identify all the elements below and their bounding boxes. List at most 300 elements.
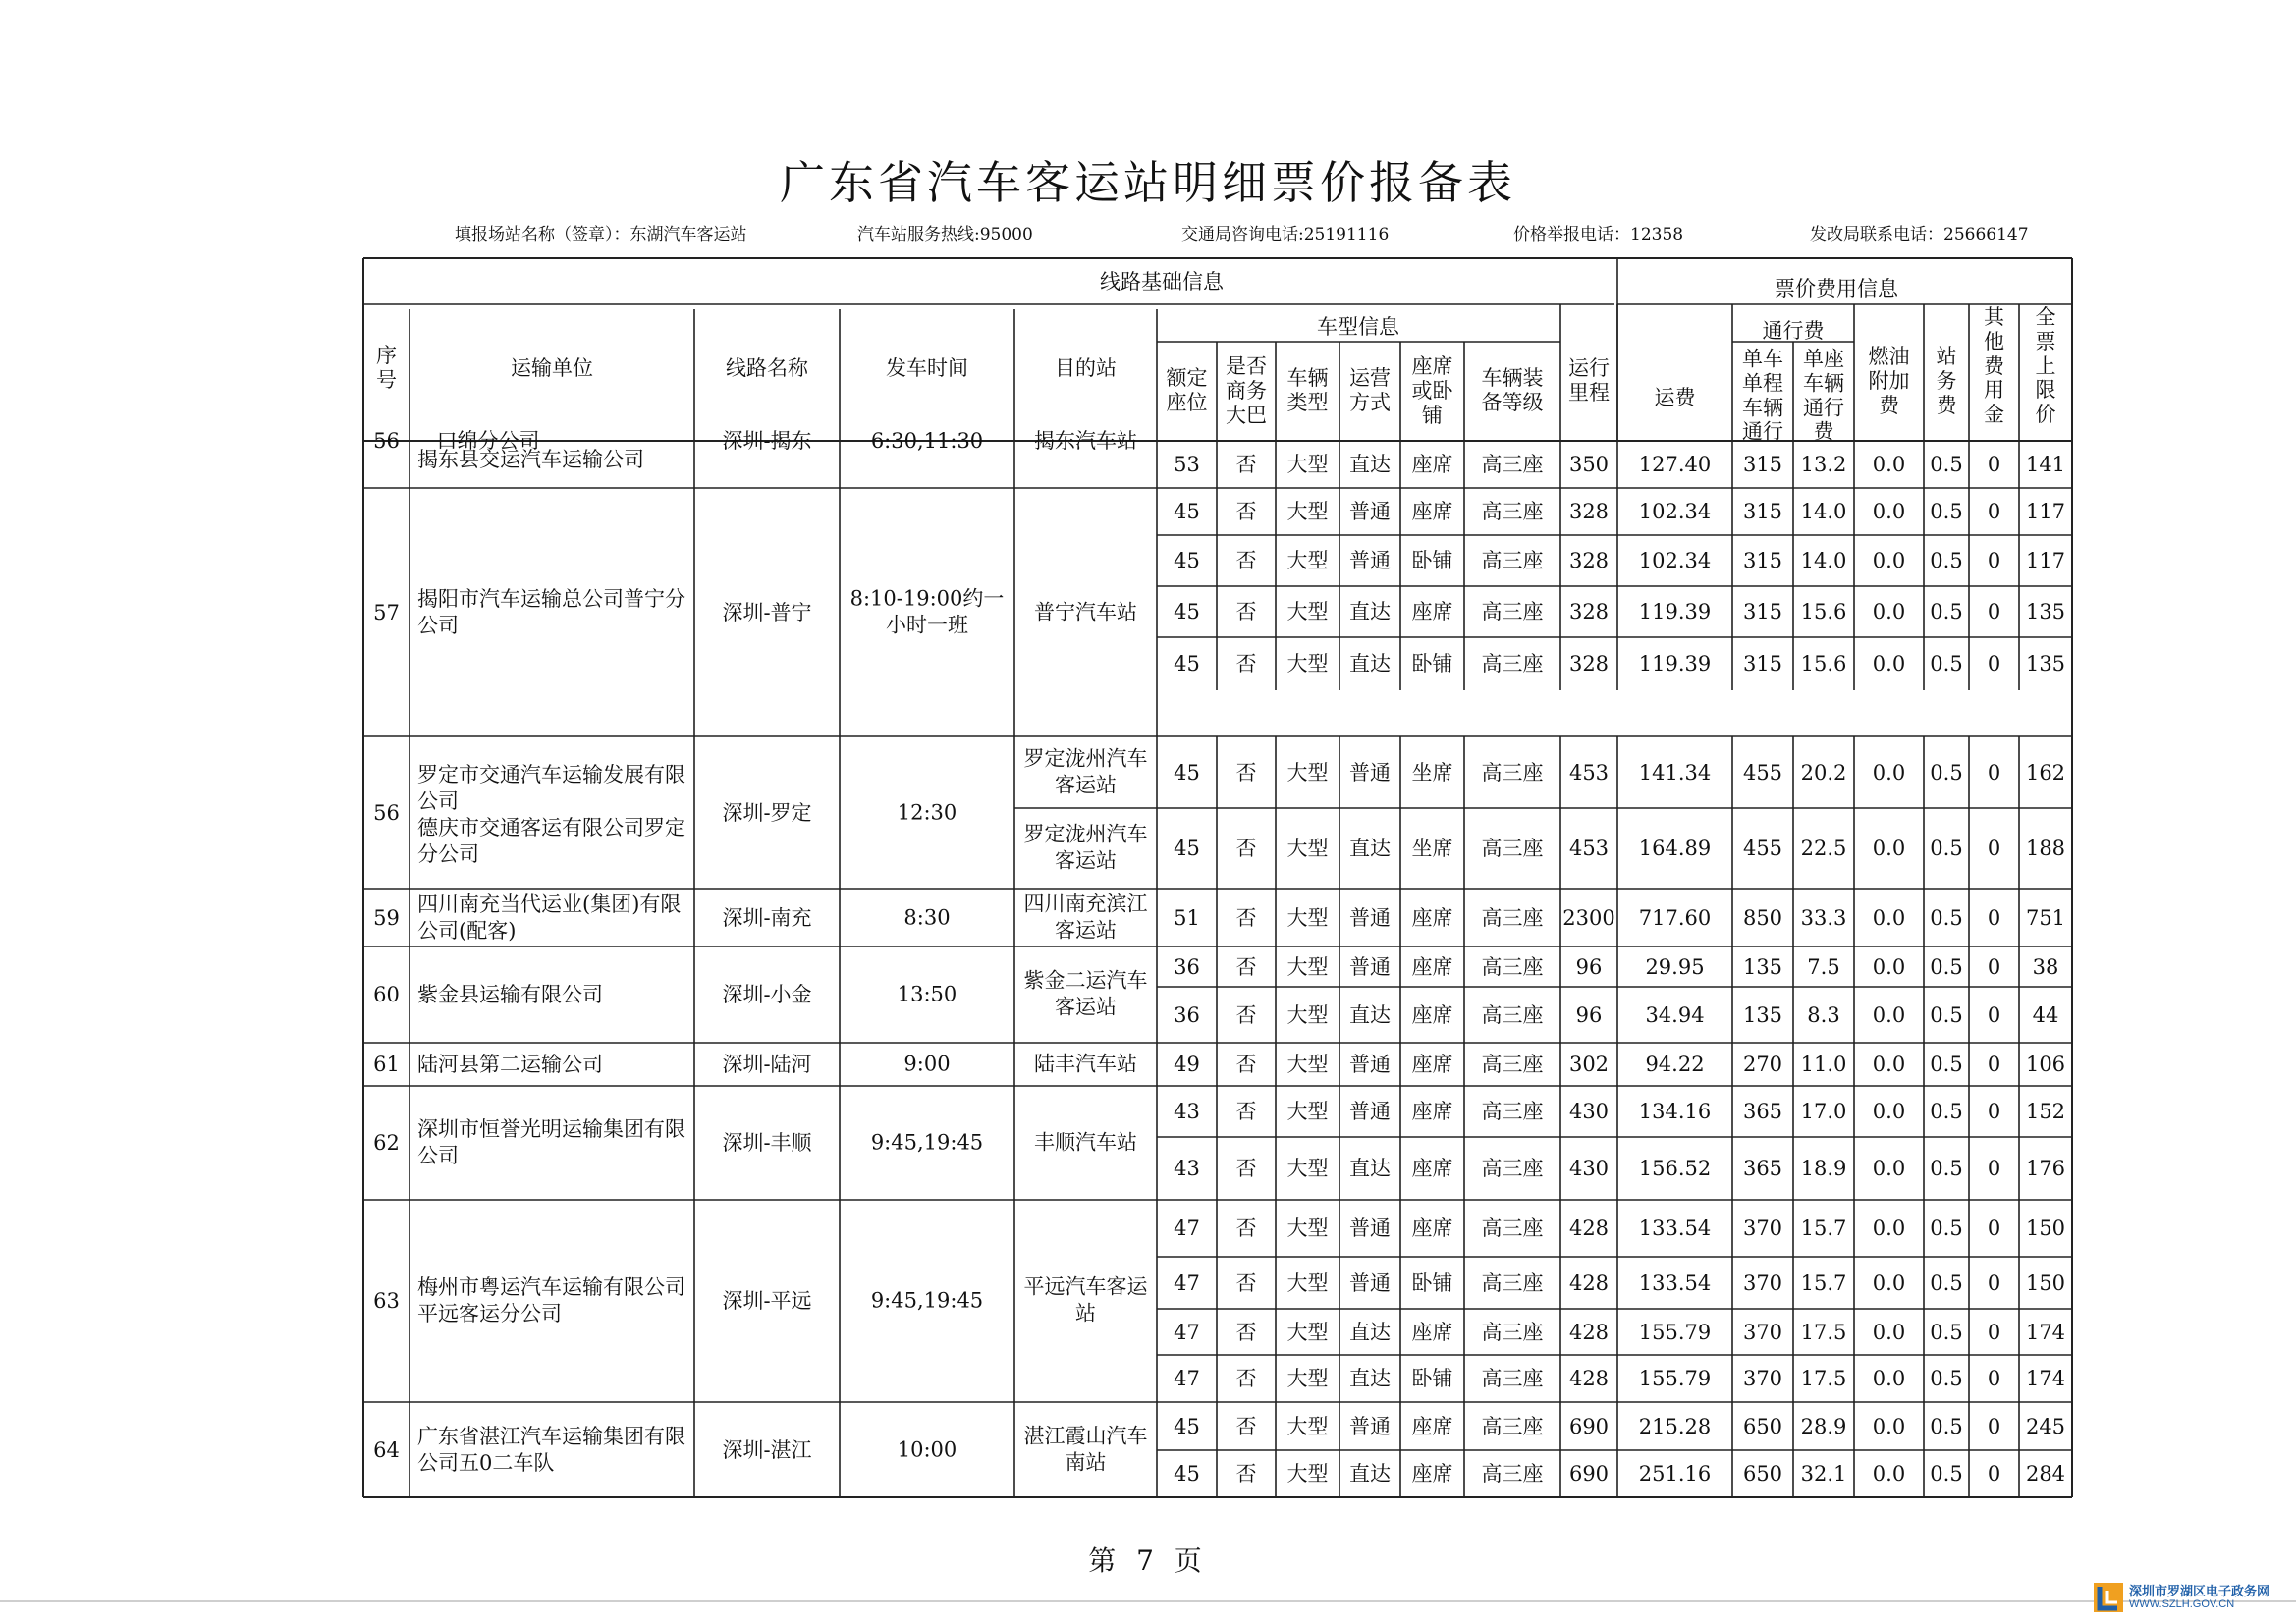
cell-toll-single: 315 — [1742, 599, 1783, 623]
row-route-name: 深圳-南充 — [722, 905, 812, 930]
service-hotline: 汽车站服务热线:95000 — [857, 225, 1033, 244]
header-seat-or-berth: 座席或卧铺 — [1411, 353, 1453, 427]
cell-operation-mode: 普通 — [1349, 905, 1391, 930]
cell-operation-mode: 普通 — [1349, 1414, 1391, 1438]
cell-full-price: 38 — [2032, 954, 2059, 979]
cell-seat-or-berth: 座席 — [1411, 499, 1453, 523]
cell-toll-seat: 22.5 — [1800, 836, 1847, 860]
cell-mileage: 428 — [1568, 1366, 1610, 1390]
cell-other-fee: 0 — [1987, 760, 2001, 784]
cell-equipment-grade: 高三座 — [1481, 548, 1544, 572]
cell-other-fee: 0 — [1987, 1461, 2001, 1486]
cell-mileage: 328 — [1568, 548, 1610, 572]
row-destination: 陆丰汽车站 — [1034, 1052, 1137, 1076]
section-fare-info: 票价费用信息 — [1775, 276, 1898, 300]
cell-vehicle-type: 大型 — [1286, 836, 1329, 860]
cell-vehicle-type: 大型 — [1286, 499, 1329, 523]
cell-toll-single: 315 — [1742, 499, 1783, 523]
cell-fuel-surcharge: 0.0 — [1872, 1216, 1906, 1240]
cell-seat-or-berth: 座席 — [1411, 452, 1453, 476]
cell-operation-mode: 直达 — [1349, 836, 1391, 860]
cell-station-fee: 0.5 — [1930, 1414, 1963, 1438]
cell-other-fee: 0 — [1987, 1156, 2001, 1180]
cell-fare: 215.28 — [1638, 1414, 1712, 1438]
cell-operation-mode: 普通 — [1349, 1099, 1391, 1123]
cell-other-fee: 0 — [1987, 599, 2001, 623]
cell-rated-seats: 47 — [1174, 1271, 1200, 1295]
cell-other-fee: 0 — [1987, 1320, 2001, 1344]
cell-vehicle-type: 大型 — [1286, 1156, 1329, 1180]
cell-toll-seat: 11.0 — [1800, 1052, 1847, 1076]
cell-is-business: 否 — [1235, 1366, 1257, 1390]
cell-mileage: 428 — [1568, 1320, 1610, 1344]
cell-toll-seat: 17.5 — [1800, 1366, 1847, 1390]
cell-station-fee: 0.5 — [1930, 760, 1963, 784]
cell-equipment-grade: 高三座 — [1481, 1052, 1544, 1076]
cell-is-business: 否 — [1235, 1320, 1257, 1344]
row-route-name: 深圳-陆河 — [722, 1052, 812, 1076]
cell-vehicle-type: 大型 — [1286, 452, 1329, 476]
cell-toll-single: 650 — [1742, 1461, 1783, 1486]
cell-is-business: 否 — [1235, 599, 1257, 623]
cell-station-fee: 0.5 — [1930, 954, 1963, 979]
cell-operation-mode: 普通 — [1349, 1271, 1391, 1295]
cell-operation-mode: 普通 — [1349, 1216, 1391, 1240]
cell-other-fee: 0 — [1987, 1216, 2001, 1240]
cell-equipment-grade: 高三座 — [1481, 905, 1544, 930]
cell-toll-single: 370 — [1742, 1216, 1783, 1240]
cell-mileage: 428 — [1568, 1216, 1610, 1240]
cut-row-text: 6:30,11:30 — [870, 428, 984, 453]
cell-seat-or-berth: 坐席 — [1411, 760, 1453, 784]
cell-toll-single: 850 — [1742, 905, 1783, 930]
cell-operation-mode: 普通 — [1349, 499, 1391, 523]
cell-fare: 119.39 — [1638, 651, 1712, 676]
row-carrier: 揭东县交运汽车运输公司 — [417, 448, 644, 471]
cell-mileage: 96 — [1575, 1002, 1603, 1027]
cell-is-business: 否 — [1235, 1461, 1257, 1486]
cell-mileage: 430 — [1568, 1099, 1610, 1123]
cell-toll-single: 315 — [1742, 651, 1783, 676]
row-route-name: 深圳-小金 — [722, 982, 812, 1006]
header-fuel: 燃油附加费 — [1868, 344, 1910, 417]
cell-rated-seats: 53 — [1174, 452, 1200, 476]
cell-vehicle-type: 大型 — [1286, 599, 1329, 623]
cut-row-text: 口绵分公司 — [436, 428, 540, 453]
header-vehicle-type: 车辆类型 — [1286, 366, 1329, 414]
cell-station-fee: 0.5 — [1930, 452, 1963, 476]
cell-fare: 119.39 — [1638, 599, 1712, 623]
cell-seat-or-berth: 卧铺 — [1411, 651, 1453, 676]
cell-is-business: 否 — [1235, 1271, 1257, 1295]
page-title: 广东省汽车客运站明细票价报备表 — [780, 156, 1516, 209]
cell-toll-seat: 18.9 — [1800, 1156, 1847, 1180]
cell-rated-seats: 45 — [1174, 1414, 1200, 1438]
cell-toll-single: 455 — [1742, 836, 1783, 860]
price-report-phone: 价格举报电话：12358 — [1513, 225, 1684, 244]
cell-mileage: 328 — [1568, 599, 1610, 623]
cell-other-fee: 0 — [1987, 651, 2001, 676]
cell-fuel-surcharge: 0.0 — [1872, 836, 1906, 860]
toll-header: 通行费 — [1762, 318, 1825, 343]
header-mileage: 运行里程 — [1568, 356, 1610, 405]
transport-bureau-phone: 交通局咨询电话:25191116 — [1181, 225, 1390, 244]
cell-is-business: 否 — [1235, 954, 1257, 979]
cell-vehicle-type: 大型 — [1286, 1052, 1329, 1076]
cell-seat-or-berth: 座席 — [1411, 599, 1453, 623]
cell-seat-or-berth: 座席 — [1411, 954, 1453, 979]
cell-mileage: 328 — [1568, 499, 1610, 523]
cell-operation-mode: 直达 — [1349, 452, 1391, 476]
cell-operation-mode: 普通 — [1349, 760, 1391, 784]
cell-full-price: 751 — [2025, 905, 2066, 930]
cell-mileage: 453 — [1568, 760, 1610, 784]
row-carrier: 揭阳市汽车运输总公司普宁分公司 — [417, 586, 685, 637]
cell-is-business: 否 — [1235, 548, 1257, 572]
cell-station-fee: 0.5 — [1930, 548, 1963, 572]
row-depart-time: 10:00 — [897, 1436, 957, 1461]
cell-vehicle-type: 大型 — [1286, 1271, 1329, 1295]
cell-full-price: 44 — [2032, 1002, 2059, 1027]
cell-rated-seats: 45 — [1174, 760, 1200, 784]
cell-fare: 102.34 — [1638, 499, 1712, 523]
cell-is-business: 否 — [1235, 1414, 1257, 1438]
cell-seat-or-berth: 卧铺 — [1411, 1366, 1453, 1390]
cell-equipment-grade: 高三座 — [1481, 1156, 1544, 1180]
cell-operation-mode: 直达 — [1349, 1320, 1391, 1344]
cell-station-fee: 0.5 — [1930, 1271, 1963, 1295]
cell-other-fee: 0 — [1987, 1002, 2001, 1027]
cell-station-fee: 0.5 — [1930, 836, 1963, 860]
cell-station-fee: 0.5 — [1930, 905, 1963, 930]
cell-fare: 141.34 — [1638, 760, 1712, 784]
cell-rated-seats: 43 — [1174, 1099, 1200, 1123]
cell-fuel-surcharge: 0.0 — [1872, 1461, 1906, 1486]
row-depart-time: 9:00 — [903, 1052, 951, 1076]
cell-full-price: 284 — [2025, 1461, 2066, 1486]
row-carrier: 四川南充当代运业(集团)有限公司(配客) — [417, 892, 682, 943]
cell-fuel-surcharge: 0.0 — [1872, 499, 1906, 523]
cell-mileage: 690 — [1568, 1461, 1610, 1486]
cell-fare: 717.60 — [1638, 905, 1712, 930]
cell-toll-seat: 15.6 — [1800, 599, 1847, 623]
row-destination: 丰顺汽车站 — [1034, 1130, 1137, 1155]
cell-mileage: 302 — [1568, 1052, 1610, 1076]
cell-equipment-grade: 高三座 — [1481, 1414, 1544, 1438]
cell-other-fee: 0 — [1987, 1366, 2001, 1390]
header-station-fee: 站务费 — [1936, 344, 1957, 417]
vehicle-info-header: 车型信息 — [1317, 314, 1399, 339]
row-depart-time: 8:30 — [903, 904, 951, 929]
row-destination: 四川南充滨江客运站 — [1023, 892, 1148, 943]
cell-mileage: 328 — [1568, 651, 1610, 676]
cell-fuel-surcharge: 0.0 — [1872, 452, 1906, 476]
cell-fuel-surcharge: 0.0 — [1872, 1320, 1906, 1344]
cell-toll-seat: 7.5 — [1807, 954, 1840, 979]
cell-toll-seat: 17.5 — [1800, 1320, 1847, 1344]
cell-toll-seat: 20.2 — [1800, 760, 1847, 784]
cell-equipment-grade: 高三座 — [1481, 1366, 1544, 1390]
cell-mileage: 96 — [1575, 954, 1603, 979]
cell-fuel-surcharge: 0.0 — [1872, 1156, 1906, 1180]
cell-is-business: 否 — [1235, 1052, 1257, 1076]
row-seq: 59 — [373, 905, 400, 930]
cell-equipment-grade: 高三座 — [1481, 499, 1544, 523]
row-carrier: 梅州市粤运汽车运输有限公司平远客运分公司 — [417, 1275, 685, 1326]
cell-other-fee: 0 — [1987, 452, 2001, 476]
cell-toll-single: 455 — [1742, 760, 1783, 784]
cell-fare: 251.16 — [1638, 1461, 1712, 1486]
row-destination: 平远汽车客运站 — [1023, 1274, 1148, 1325]
row-seq: 62 — [373, 1130, 400, 1155]
cell-other-fee: 0 — [1987, 1052, 2001, 1076]
cell-fare: 164.89 — [1638, 836, 1712, 860]
cell-vehicle-type: 大型 — [1286, 651, 1329, 676]
cell-equipment-grade: 高三座 — [1481, 1099, 1544, 1123]
header-full-price: 全票上限价 — [2035, 305, 2056, 427]
cell-rated-seats: 45 — [1174, 651, 1200, 676]
cell-full-price: 150 — [2025, 1271, 2066, 1295]
row-carrier: 罗定市交通汽车运输发展有限公司 德庆市交通客运有限公司罗定分公司 — [417, 762, 685, 867]
cell-fuel-surcharge: 0.0 — [1872, 599, 1906, 623]
cell-station-fee: 0.5 — [1930, 1320, 1963, 1344]
header-toll-seat: 单座车辆通行费 — [1803, 347, 1844, 444]
cell-toll-seat: 28.9 — [1800, 1414, 1847, 1438]
header-rated-seats: 额定座位 — [1166, 366, 1208, 414]
cell-toll-seat: 15.7 — [1800, 1216, 1847, 1240]
row-carrier: 深圳市恒誉光明运输集团有限公司 — [417, 1117, 685, 1168]
cell-vehicle-type: 大型 — [1286, 954, 1329, 979]
cell-fare: 133.54 — [1638, 1216, 1712, 1240]
cell-vehicle-type: 大型 — [1286, 1002, 1329, 1027]
header-seq: 序号 — [376, 344, 397, 392]
cell-equipment-grade: 高三座 — [1481, 1271, 1544, 1295]
row-destination: 紫金二运汽车客运站 — [1023, 968, 1148, 1019]
cell-toll-seat: 17.0 — [1800, 1099, 1847, 1123]
cut-row-text: 56 — [373, 428, 400, 453]
cell-fare: 102.34 — [1638, 548, 1712, 572]
cell-seat-or-berth: 座席 — [1411, 1156, 1453, 1180]
cell-other-fee: 0 — [1987, 499, 2001, 523]
cell-seat-or-berth: 卧铺 — [1411, 1271, 1453, 1295]
cell-operation-mode: 直达 — [1349, 1002, 1391, 1027]
cell-station-fee: 0.5 — [1930, 651, 1963, 676]
row-depart-time: 12:30 — [897, 799, 957, 824]
row-destination: 普宁汽车站 — [1034, 599, 1137, 623]
header-toll-single: 单车单程车辆通行 — [1742, 347, 1783, 444]
cell-operation-mode: 普通 — [1349, 954, 1391, 979]
cell-fuel-surcharge: 0.0 — [1872, 760, 1906, 784]
station-name: 填报场站名称（签章）：东湖汽车客运站 — [455, 225, 747, 244]
cell-operation-mode: 普通 — [1349, 548, 1391, 572]
cell-station-fee: 0.5 — [1930, 1366, 1963, 1390]
cell-is-business: 否 — [1235, 452, 1257, 476]
cell-full-price: 188 — [2025, 836, 2066, 860]
cell-equipment-grade: 高三座 — [1481, 954, 1544, 979]
cell-is-business: 否 — [1235, 1002, 1257, 1027]
cell-equipment-grade: 高三座 — [1481, 1461, 1544, 1486]
cell-vehicle-type: 大型 — [1286, 905, 1329, 930]
watermark-url: WWW.SZLH.GOV.CN — [2129, 1598, 2235, 1610]
cell-equipment-grade: 高三座 — [1481, 836, 1544, 860]
cell-fare: 34.94 — [1645, 1002, 1705, 1027]
cell-full-price: 117 — [2025, 499, 2066, 523]
cell-operation-mode: 普通 — [1349, 1052, 1391, 1076]
cell-equipment-grade: 高三座 — [1481, 1002, 1544, 1027]
cell-fare: 155.79 — [1638, 1320, 1712, 1344]
cell-is-business: 否 — [1235, 905, 1257, 930]
row-depart-time: 13:50 — [897, 982, 957, 1006]
cell-toll-seat: 33.3 — [1800, 905, 1847, 930]
cell-toll-single: 365 — [1742, 1156, 1783, 1180]
cell-vehicle-type: 大型 — [1286, 1099, 1329, 1123]
cell-fuel-surcharge: 0.0 — [1872, 1414, 1906, 1438]
cell-fare: 134.16 — [1638, 1099, 1712, 1123]
cell-toll-single: 370 — [1742, 1366, 1783, 1390]
cell-is-business: 否 — [1235, 1156, 1257, 1180]
cell-full-price: 106 — [2025, 1052, 2066, 1076]
row-seq: 56 — [373, 800, 400, 825]
cell-toll-single: 315 — [1742, 548, 1783, 572]
cell-full-price: 135 — [2025, 651, 2066, 676]
cell-rated-seats: 45 — [1174, 499, 1200, 523]
cell-station-fee: 0.5 — [1930, 499, 1963, 523]
cell-other-fee: 0 — [1987, 1099, 2001, 1123]
cell-seat-or-berth: 座席 — [1411, 1414, 1453, 1438]
cell-fare: 127.40 — [1638, 452, 1712, 476]
cell-toll-seat: 14.0 — [1800, 499, 1847, 523]
cell-fuel-surcharge: 0.0 — [1872, 1002, 1906, 1027]
row-destination: 罗定泷州汽车客运站 — [1023, 822, 1148, 873]
cell-station-fee: 0.5 — [1930, 1002, 1963, 1027]
row-route-name: 深圳-平远 — [722, 1288, 812, 1313]
cell-vehicle-type: 大型 — [1286, 1320, 1329, 1344]
header-operation-mode: 运营方式 — [1349, 366, 1391, 414]
cut-row-text: 深圳-揭东 — [722, 428, 812, 453]
cell-full-price: 150 — [2025, 1216, 2066, 1240]
cell-other-fee: 0 — [1987, 836, 2001, 860]
cell-station-fee: 0.5 — [1930, 1099, 1963, 1123]
cell-rated-seats: 36 — [1174, 1002, 1200, 1027]
cell-full-price: 141 — [2025, 452, 2066, 476]
cell-seat-or-berth: 座席 — [1411, 1461, 1453, 1486]
cell-full-price: 176 — [2025, 1156, 2066, 1180]
cell-mileage: 2300 — [1562, 905, 1615, 930]
cell-rated-seats: 43 — [1174, 1156, 1200, 1180]
cell-vehicle-type: 大型 — [1286, 1366, 1329, 1390]
site-watermark — [2092, 1581, 2293, 1614]
cell-mileage: 690 — [1568, 1414, 1610, 1438]
cell-mileage: 453 — [1568, 836, 1610, 860]
cell-vehicle-type: 大型 — [1286, 1461, 1329, 1486]
cell-vehicle-type: 大型 — [1286, 548, 1329, 572]
cell-fuel-surcharge: 0.0 — [1872, 548, 1906, 572]
section-route-info: 线路基础信息 — [1100, 269, 1224, 294]
cell-other-fee: 0 — [1987, 954, 2001, 979]
cell-rated-seats: 36 — [1174, 954, 1200, 979]
cell-operation-mode: 直达 — [1349, 1366, 1391, 1390]
cut-row-text: 揭东汽车站 — [1034, 428, 1137, 453]
cell-operation-mode: 直达 — [1349, 599, 1391, 623]
header-depart-time: 发车时间 — [886, 355, 968, 380]
cell-is-business: 否 — [1235, 499, 1257, 523]
cell-toll-seat: 13.2 — [1800, 452, 1847, 476]
cell-fare: 94.22 — [1645, 1052, 1705, 1076]
cell-rated-seats: 47 — [1174, 1320, 1200, 1344]
cell-equipment-grade: 高三座 — [1481, 1320, 1544, 1344]
row-route-name: 深圳-湛江 — [722, 1437, 812, 1462]
cell-toll-single: 370 — [1742, 1320, 1783, 1344]
cell-full-price: 152 — [2025, 1099, 2066, 1123]
header-fare: 运费 — [1654, 385, 1696, 409]
cell-mileage: 428 — [1568, 1271, 1610, 1295]
cell-seat-or-berth: 座席 — [1411, 1052, 1453, 1076]
watermark-title: 深圳市罗湖区电子政务网 — [2129, 1584, 2270, 1598]
cell-fuel-surcharge: 0.0 — [1872, 1271, 1906, 1295]
cell-rated-seats: 51 — [1174, 905, 1200, 930]
cell-seat-or-berth: 座席 — [1411, 905, 1453, 930]
row-depart-time: 8:10-19:00约一小时一班 — [849, 586, 1005, 637]
header-equipment-grade: 车辆装备等级 — [1481, 366, 1544, 414]
development-bureau-phone: 发改局联系电话：25666147 — [1810, 225, 2029, 244]
row-seq: 57 — [373, 600, 400, 624]
cell-operation-mode: 直达 — [1349, 651, 1391, 676]
cell-other-fee: 0 — [1987, 1414, 2001, 1438]
cell-toll-single: 135 — [1742, 1002, 1783, 1027]
cell-fare: 29.95 — [1645, 954, 1705, 979]
row-route-name: 深圳-罗定 — [722, 800, 812, 825]
header-route-name: 线路名称 — [726, 355, 808, 380]
cell-equipment-grade: 高三座 — [1481, 452, 1544, 476]
scan-edge — [0, 1600, 2296, 1602]
row-route-name: 深圳-丰顺 — [722, 1130, 812, 1155]
cell-seat-or-berth: 卧铺 — [1411, 548, 1453, 572]
cell-toll-seat: 15.6 — [1800, 651, 1847, 676]
fare-table — [363, 258, 2072, 1497]
cell-fuel-surcharge: 0.0 — [1872, 954, 1906, 979]
cell-toll-single: 650 — [1742, 1414, 1783, 1438]
row-depart-time: 9:45,19:45 — [870, 1130, 984, 1155]
cell-full-price: 117 — [2025, 548, 2066, 572]
cell-toll-seat: 32.1 — [1800, 1461, 1847, 1486]
cell-seat-or-berth: 座席 — [1411, 1320, 1453, 1344]
cell-toll-single: 365 — [1742, 1099, 1783, 1123]
row-seq: 64 — [373, 1437, 400, 1462]
cell-rated-seats: 47 — [1174, 1216, 1200, 1240]
cell-mileage: 350 — [1568, 452, 1610, 476]
cell-seat-or-berth: 座席 — [1411, 1099, 1453, 1123]
cell-fuel-surcharge: 0.0 — [1872, 1366, 1906, 1390]
cell-is-business: 否 — [1235, 1099, 1257, 1123]
cell-operation-mode: 直达 — [1349, 1156, 1391, 1180]
cell-is-business: 否 — [1235, 1216, 1257, 1240]
cell-full-price: 162 — [2025, 760, 2066, 784]
cell-other-fee: 0 — [1987, 905, 2001, 930]
cell-fare: 156.52 — [1638, 1156, 1712, 1180]
cell-toll-single: 135 — [1742, 954, 1783, 979]
cell-vehicle-type: 大型 — [1286, 1216, 1329, 1240]
row-carrier: 紫金县运输有限公司 — [417, 983, 603, 1006]
cell-fare: 133.54 — [1638, 1271, 1712, 1295]
cell-toll-seat: 15.7 — [1800, 1271, 1847, 1295]
cell-full-price: 174 — [2025, 1320, 2066, 1344]
cell-station-fee: 0.5 — [1930, 1216, 1963, 1240]
page-number: 第 7 页 — [1088, 1544, 1208, 1577]
row-depart-time: 9:45,19:45 — [870, 1288, 984, 1313]
cell-rated-seats: 45 — [1174, 548, 1200, 572]
row-seq: 63 — [373, 1288, 400, 1313]
cell-full-price: 135 — [2025, 599, 2066, 623]
